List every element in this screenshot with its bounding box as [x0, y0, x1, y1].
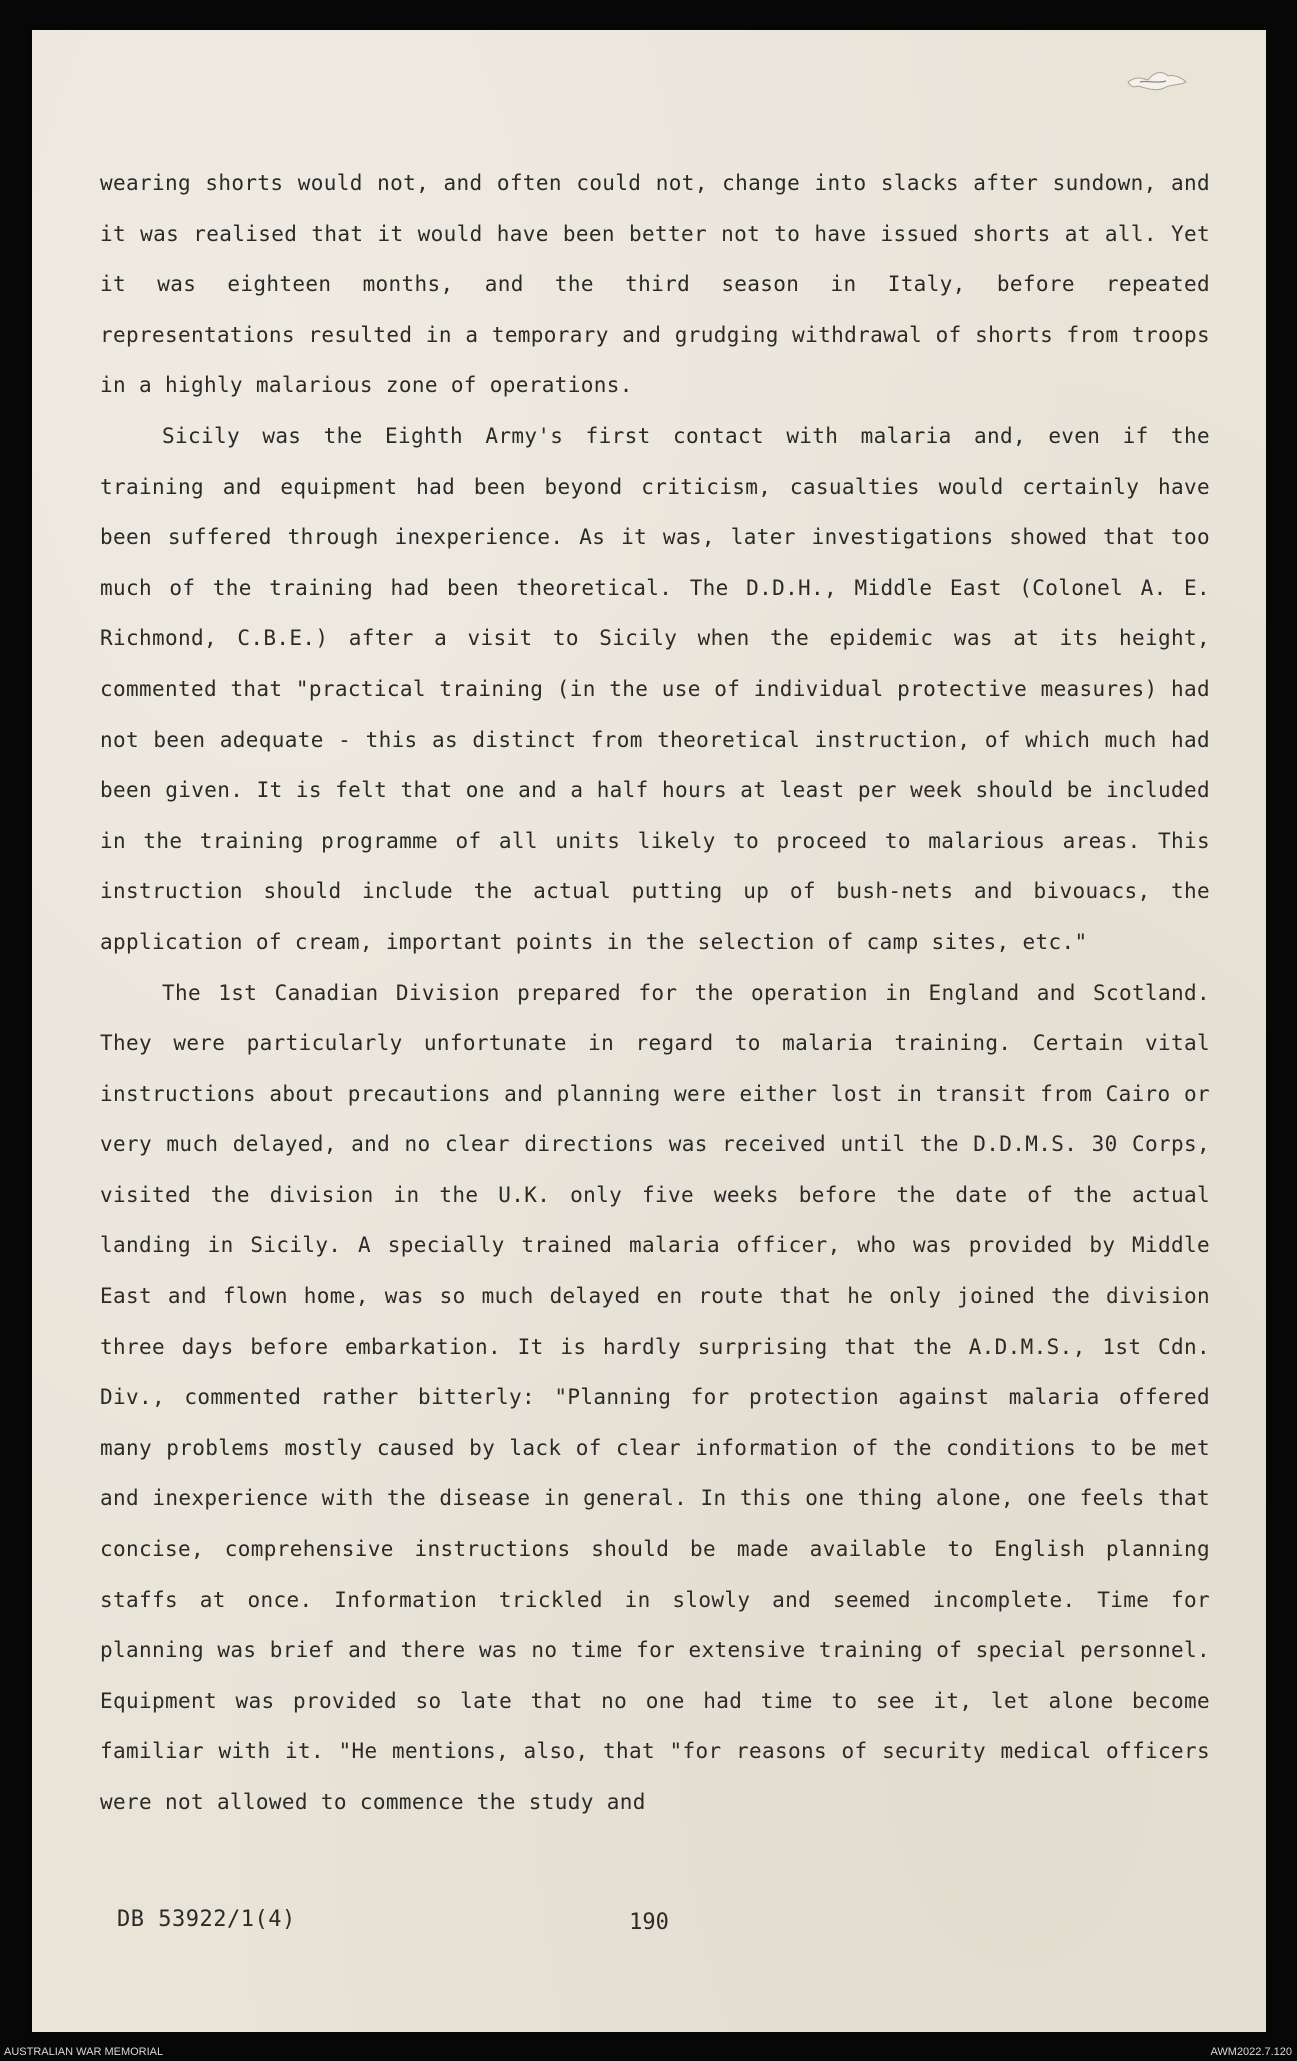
- paragraph-2: Sicily was the Eighth Army's first contact with malaria and, even if the training and equipment had been beyond criticism, casualties would certainly have been suffered through inexperience. As it was, later investigations showed that too much of the training had been theoretical. The D.D.H., Middle East (Colonel A. E. Richmond, C.B.E.) after a visit to Sicily when the epidemic was at its height, commented that "practical training (in the use of individual protective measures) had not been adequate - this as distinct from theoretical instruction, of which much had been given. It is felt that one and a half hours at least per week should be included in the training programme of all units likely to proceed to malarious areas. This instruction should include the actual putting up of bush-nets and bivouacs, the application of cream, important points in the selection of camp sites, etc.": [100, 423, 1210, 954]
- paper-damage-mark: [1126, 68, 1188, 96]
- typed-body-text: [100, 158, 1210, 1828]
- document-page: [32, 30, 1266, 2032]
- archive-reference: AWM2022.7.120: [1210, 2046, 1292, 2058]
- archive-credit: AUSTRALIAN WAR MEMORIAL: [4, 2046, 164, 2058]
- paragraph-1: wearing shorts would not, and often could not, change into slacks after sundown, and it was realised that it would have been better not to have issued shorts at all. Yet it was eighteen months, and the third season in Italy, before repeated representations resulted in a temporary and grudging withdrawal of shorts from troops in a highly malarious zone of operations.: [100, 171, 1210, 398]
- page-number: 190: [629, 1910, 669, 1935]
- document-reference: DB 53922/1(4): [117, 1907, 296, 1932]
- paragraph-3: The 1st Canadian Division prepared for the operation in England and Scotland. They were particularly unfortunate in regard to malaria training. Certain vital instructions about precautions and planning were either lost in transit from Cairo or very much delayed, and no clear directions was received until the D.D.M.S. 30 Corps, visited the division in the U.K. only five weeks before the date of the actual landing in Sicily. A specially trained malaria officer, who was provided by Middle East and flown home, was so much delayed en route that he only joined the division three days before embarkation. It is hardly surprising that the A.D.M.S., 1st Cdn. Div., commented rather bitterly: "Planning for protection against malaria offered many problems mostly caused by lack of clear information of the conditions to be met and inexperience with the disease in general. In this one thing alone, one feels that concise, comprehensive instructions should be made available to English planning staffs at once. Information trickled in slowly and seemed incomplete. Time for planning was brief and there was no time for extensive training of special personnel. Equipment was provided so late that no one had time to see it, let alone become familiar with it. "He mentions, also, that "for reasons of security medical officers were not allowed to commence the study and: [100, 980, 1210, 1814]
